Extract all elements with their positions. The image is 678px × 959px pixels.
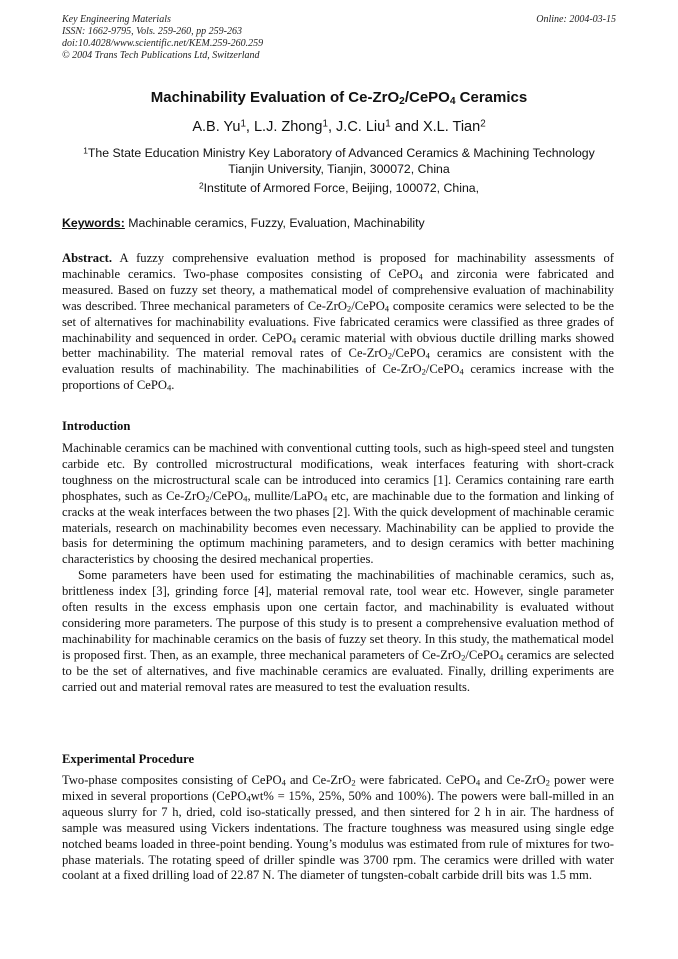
author-name: X.L. Tian xyxy=(422,119,481,135)
abstract-label: Abstract. xyxy=(62,251,113,265)
abstract: Abstract. A fuzzy comprehensive evaluation method is proposed for machinability assessments of machinable ceramics. Two-phase composites consisting of CePO$_4$ and zirconia were fabricated and measured. Based on fuzzy set theory, a mathematical model of comprehensive evaluation of machinability was described. Three mechanical parameters of Ce-ZrO$_2$/CePO$_4$ composite ceramics were selected to be the set of alternatives for machinability evaluations. Five fabricated ceramics were classified as three grades of machinability and sequenced in order. CePO$_4$ ceramic material with obvious ductile drilling marks showed better machinability. The material removal rates of Ce-ZrO$_2$/CePO$_4$ ceramics are consistent with the evaluation results of machinability. The machinabilities of Ce-ZrO$_2$/CePO$_4$ ceramics increase with the proportions of CePO$_4$. xyxy=(62,251,614,393)
watermark-residue xyxy=(62,62,616,68)
section-heading-experimental: Experimental Procedure xyxy=(62,752,195,766)
experimental-body: Two-phase composites consisting of CePO$_4$ and Ce-ZrO$_2$ were fabricated. CePO$_4$ and Ce-ZrO$_2$ power were mixed in several proportions (CePO$_4$wt% = 15%, 25%, 50% and 100%). The powers were ball-milled in an aqueous slurry for 7 h, dried, cold iso-statically pressed, and then sintered for 2 h in air. The hardness of sample was measured using Vickers indentations. The fracture toughness was measured using single edge notched beams loaded in three-point bending. Young’s modulus was estimated from rule of mixtures for two-phase materials. The rotating speed of driller spindle was 3700 rpm. The ceramics were drilled with water coolant at a fixed drilling load of 22.87 N. The diameter of tungsten-cobalt carbide drill bits was 1.5 mm. xyxy=(62,773,614,883)
keywords-text: Machinable ceramics, Fuzzy, Evaluation, Machinability xyxy=(128,216,425,230)
journal-header xyxy=(62,14,616,68)
copyright-line: © 2004 Trans Tech Publications Ltd, Switzerland xyxy=(62,50,260,61)
author-name: J.C. Liu xyxy=(336,119,386,135)
introduction-body xyxy=(62,441,614,696)
doi-line[interactable]: doi:10.4028/www.scientific.net/KEM.259-260.259 xyxy=(62,38,264,49)
keywords-label: Keywords: xyxy=(62,216,125,230)
author-list: A.B. Yu$^1$, L.J. Zhong$^1$, J.C. Liu$^1$ and X.L. Tian$^2$ xyxy=(192,118,486,135)
section-heading-introduction: Introduction xyxy=(62,419,131,433)
online-date: Online: 2004-03-15 xyxy=(536,14,616,25)
paragraph: Some parameters have been used for estimating the machinabilities of machinable ceramics, such as, brittleness index [3], grinding force [4], material removal rate, tool wear etc. However, single parameter often results in the excess emphasis upon one certain factor, and machinability is evaluated without considering more parameters. The purpose of this study is to present a comprehensive evaluation method of machinability for machinable ceramics on the basis of fuzzy set theory. In this study, the mathematical model is proposed first. Then, as an example, three mechanical parameters of Ce-ZrO$_2$/CePO$_4$ ceramics are selected to be the set of alternatives, and five machinable ceramics are evaluated. Finally, drilling experiments are carried out and material removal rates are measured to test the evaluation results. xyxy=(62,568,614,694)
issn-line: ISSN: 1662-9795, Vols. 259-260, pp 259-263 xyxy=(62,26,242,37)
affiliation-1: $^1$The State Education Ministry Key Laboratory of Advanced Ceramics & Machining Technology Tianjin University, Tianjin, 300072, China xyxy=(83,145,595,176)
paper-title: Machinability Evaluation of Ce-ZrO$_2$/CePO$_4$ Ceramics xyxy=(150,89,528,108)
journal-name: Key Engineering Materials xyxy=(62,14,171,25)
paragraph: Machinable ceramics can be machined with conventional cutting tools, such as high-speed steel and tungsten carbide etc. By controlled microstructural modifications, weak interfaces featuring with short-crack toughness on the microstructural scale can be introduced into ceramics [1]. Ceramics containing rare earth phosphates, such as Ce-ZrO$_2$/CePO$_4$, mullite/LaPO$_4$ etc, are machinable due to the formation and linking of cracks at the weak interfaces between the two phases [2]. With the quick development of machinable ceramic materials, research on machinability becomes even necessary. Machinability can be applied to provide the basis for determining the optimum machining parameters, and to design ceramics with better machining characteristics by choosing the desired mechanical properties. xyxy=(62,441,614,567)
keywords xyxy=(62,216,622,230)
affiliation-2: $^2$Institute of Armored Force, Beijing, 100072, China, xyxy=(198,180,480,195)
author-name: A.B. Yu xyxy=(192,119,241,135)
author-name: L.J. Zhong xyxy=(253,119,323,135)
